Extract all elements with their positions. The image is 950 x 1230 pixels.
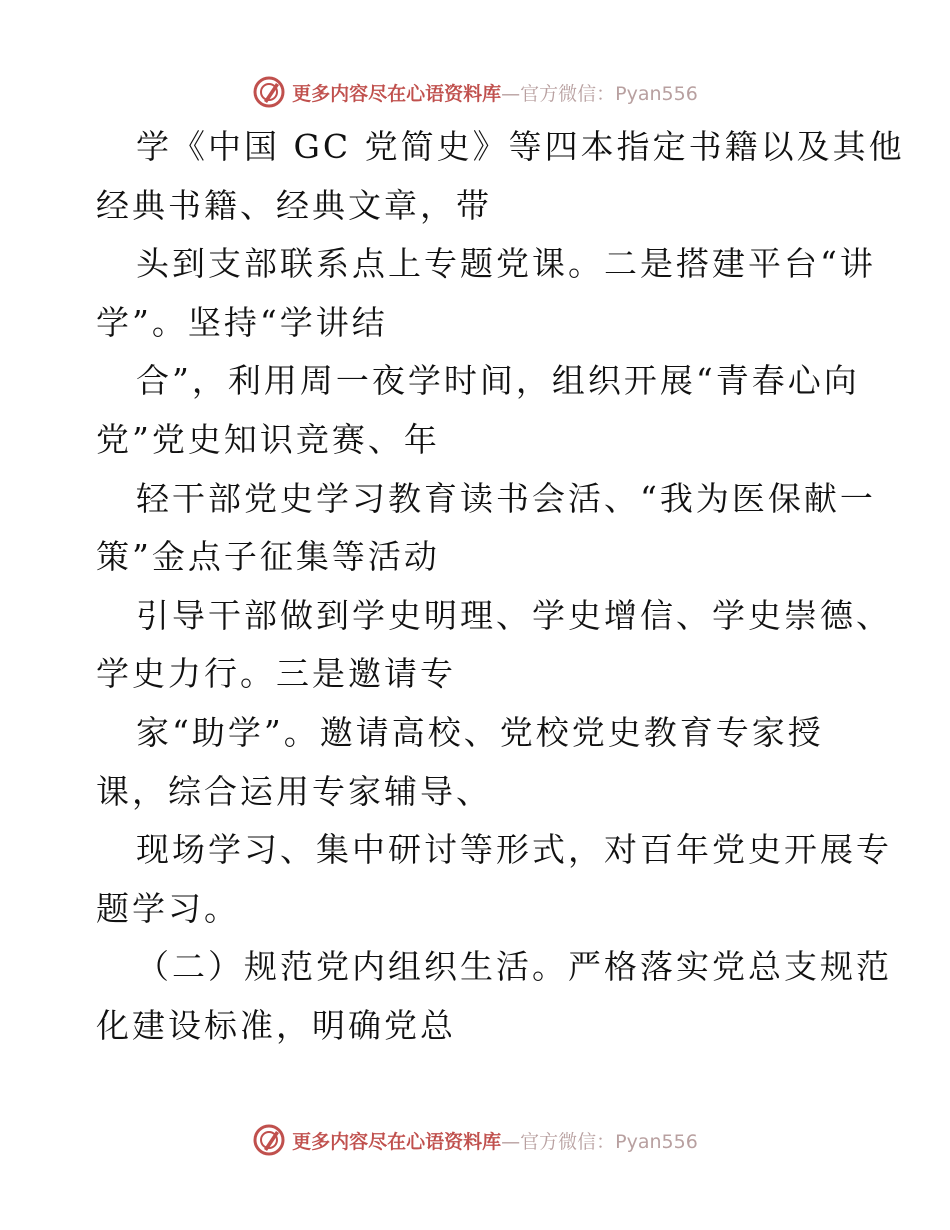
text-line-16: 化建设标准，明确党总 bbox=[96, 1005, 456, 1045]
watermark-suffix: 官方微信：Pyan556 bbox=[520, 82, 698, 105]
watermark-text bbox=[292, 79, 698, 106]
text-line-11: 家“助学”。邀请高校、党校党史教育专家授 bbox=[136, 712, 824, 752]
watermark-main: 更多内容尽在心语资料库 bbox=[292, 1130, 502, 1153]
text-line-13: 现场学习、集中研讨等形式，对百年党史开展专 bbox=[136, 830, 892, 870]
text-line-6: 党”党史知识竞赛、年 bbox=[96, 419, 440, 459]
text-line-12: 课，综合运用专家辅导、 bbox=[96, 771, 492, 811]
document-body bbox=[96, 118, 905, 1056]
text-line-10: 学史力行。三是邀请专 bbox=[96, 654, 456, 694]
header-watermark bbox=[0, 72, 950, 112]
watermark-dash: — bbox=[501, 1130, 521, 1153]
text-line-14: 题学习。 bbox=[96, 888, 240, 928]
logo-icon bbox=[252, 75, 286, 109]
text-line-2: 经典书籍、经典文章，带 bbox=[96, 185, 492, 225]
watermark-main: 更多内容尽在心语资料库 bbox=[292, 82, 502, 105]
text-line-1: 学《中国 GC 党简史》等四本指定书籍以及其他 bbox=[136, 127, 905, 166]
text-line-4: 学”。坚持“学讲结 bbox=[96, 302, 388, 342]
footer-watermark bbox=[0, 1120, 950, 1160]
text-line-9: 引导干部做到学史明理、学史增信、学史崇德、 bbox=[136, 595, 892, 635]
text-line-15: （二）规范党内组织生活。严格落实党总支规范 bbox=[136, 947, 892, 987]
text-line-3: 头到支部联系点上专题党课。二是搭建平台“讲 bbox=[136, 244, 876, 284]
text-line-5: 合”，利用周一夜学时间，组织开展“青春心向 bbox=[136, 361, 860, 401]
watermark-text bbox=[292, 1127, 698, 1154]
watermark-dash: — bbox=[501, 82, 521, 105]
watermark-suffix: 官方微信：Pyan556 bbox=[520, 1130, 698, 1153]
text-line-7: 轻干部党史学习教育读书会活、“我为医保献一 bbox=[136, 478, 876, 518]
text-line-8: 策”金点子征集等活动 bbox=[96, 537, 440, 577]
logo-icon bbox=[252, 1123, 286, 1157]
